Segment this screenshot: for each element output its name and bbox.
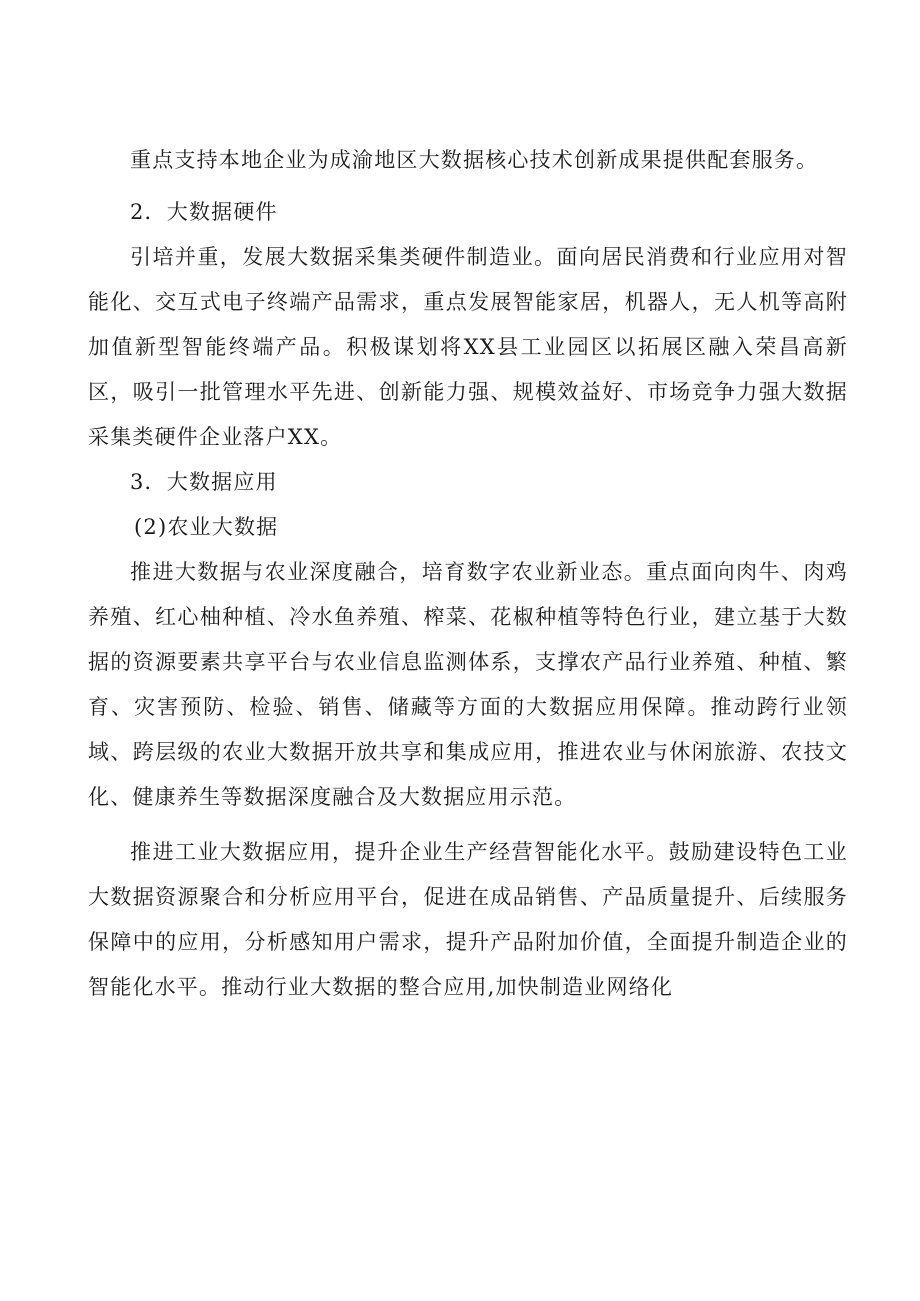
paragraph-industrial-big-data: 推进工业大数据应用，提升企业生产经营智能化水平。鼓励建设特色工业大数据资源聚合和分析应用平台，促进在成品销售、产品质量提升、后续服务保障中的应用，分析感知用户需求，提升产品附加价值，全面提升制造企业的智能化水平。推动行业大数据的整合应用,加快制造业网络化 [88, 840, 848, 999]
subheading-agriculture-big-data: (2)农业大数据 [134, 515, 279, 539]
heading-big-data-hardware: 2．大数据硬件 [130, 200, 278, 224]
document-page [88, 148, 848, 1010]
heading-big-data-application: 3．大数据应用 [130, 470, 278, 494]
paragraph-support-local-enterprises: 重点支持本地企业为成渝地区大数据核心技术创新成果提供配套服务。 [130, 148, 819, 172]
paragraph-gap [88, 820, 848, 830]
paragraph-agriculture-integration: 推进大数据与农业深度融合，培育数字农业新业态。重点面向肉牛、肉鸡养殖、红心柚种植、冷水鱼养殖、榨菜、花椒种植等特色行业，建立基于大数据的资源要素共享平台与农业信息监测体系，支撑农产品行业养殖、种植、繁育、灾害预防、检验、销售、储藏等方面的大数据应用保障。推动跨行业领域、跨层级的农业大数据开放共享和集成应用，推进农业与休闲旅游、农技文化、健康养生等数据深度融合及大数据应用示范。 [88, 560, 848, 809]
paragraph-hardware-manufacturing: 引培并重，发展大数据采集类硬件制造业。面向居民消费和行业应用对智能化、交互式电子终端产品需求，重点发展智能家居，机器人，无人机等高附加值新型智能终端产品。积极谋划将XX县工业园区以拓展区融入荣昌高新区，吸引一批管理水平先进、创新能力强、规模效益好、市场竞争力强大数据采集类硬件企业落户XX。 [88, 245, 848, 449]
